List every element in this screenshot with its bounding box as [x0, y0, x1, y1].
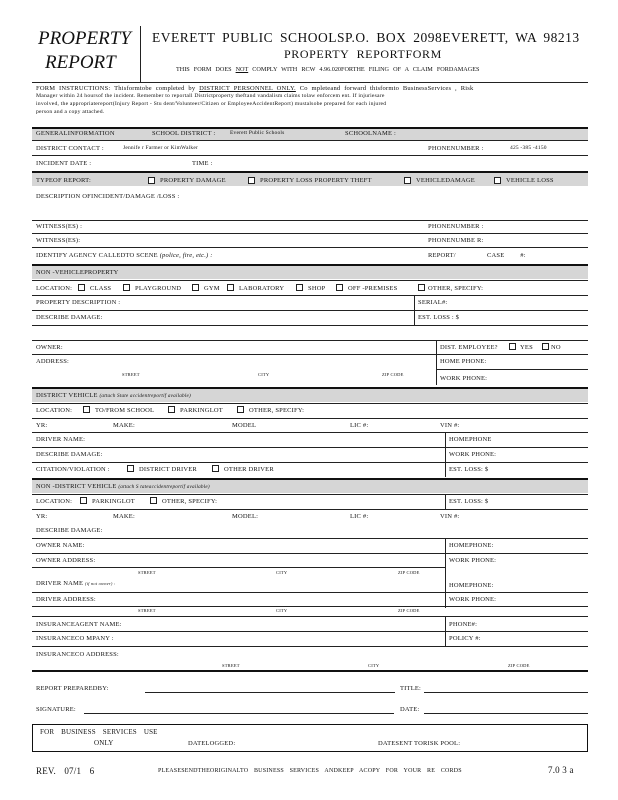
- instructions-line2: Manager within 24 hoursof the incident. Remember to reportall Districtproperty theftand vandalism claims tolaw enforcem ent. If injuriesare: [36, 93, 385, 99]
- other-driver-checkbox[interactable]: [212, 465, 219, 472]
- general-top-rule: [32, 127, 588, 129]
- nv-city-label: CITY: [258, 372, 270, 377]
- nv-street-label: STREET: [122, 372, 140, 377]
- vehicle-loss-checkbox[interactable]: [494, 177, 501, 184]
- owner-zip-label: ZIP CODE: [398, 570, 420, 575]
- divider: [445, 432, 446, 477]
- playground-checkbox[interactable]: [123, 284, 130, 291]
- ndv-other-option: OTHER, SPECIFY:: [162, 498, 218, 505]
- insurance-address-label: INSURANCECO ADDRESS:: [36, 651, 119, 658]
- witness1-label: WITNESS(ES) :: [36, 223, 83, 230]
- dv-top-rule: [32, 387, 588, 389]
- laboratory-option: LABORATORY: [239, 285, 285, 292]
- nv-location-label: LOCATION:: [36, 285, 73, 292]
- vehicle-loss-option: VEHICLE LOSS: [506, 177, 554, 184]
- to-from-school-option: TO/FROM SCHOOL: [95, 407, 155, 414]
- date-logged-label: DATELOGGED:: [188, 740, 236, 747]
- ndv-lic-label: LIC #:: [350, 513, 369, 520]
- rule: [32, 538, 588, 539]
- rule: [32, 432, 588, 433]
- logo-line1: PROPERTY: [38, 28, 131, 49]
- rule: [32, 247, 588, 248]
- nv-describe-damage-label: DESCRIBE DAMAGE:: [36, 314, 103, 321]
- driver-city-label: CITY: [276, 608, 288, 613]
- rule: [32, 553, 588, 554]
- ndv-parking-lot-option: PARKINGLOT: [92, 498, 135, 505]
- ndv-yr-label: YR:: [36, 513, 48, 520]
- dv-driver-name-label: DRIVER NAME:: [36, 436, 86, 443]
- other-driver-option: OTHER DRIVER: [224, 466, 274, 473]
- ndv-bottom-rule: [32, 670, 588, 672]
- vehicle-damage-checkbox[interactable]: [404, 177, 411, 184]
- district-vehicle-title: DISTRICT VEHICLE (attach State accidentreportif available): [36, 392, 191, 399]
- title-label: TITLE:: [400, 685, 422, 692]
- dv-lic-label: LIC #:: [350, 422, 369, 429]
- ndv-location-label: LOCATION:: [36, 498, 73, 505]
- driver-zip-label: ZIP CODE: [398, 608, 420, 613]
- phone-number-value: 425 -385 -4150: [510, 145, 547, 151]
- yes-checkbox[interactable]: [509, 343, 516, 350]
- rule: [32, 631, 588, 632]
- ndv-work-phone2-label: WORK PHONE:: [449, 596, 497, 603]
- ndv-other-checkbox[interactable]: [150, 497, 157, 504]
- dv-model-label: MODEL: [232, 422, 257, 429]
- gym-option: GYM: [204, 285, 220, 292]
- signature-label: SIGNATURE:: [36, 706, 76, 713]
- rule: [32, 280, 588, 281]
- ndv-model-label: MODEL:: [232, 513, 259, 520]
- phone2-label: PHONENUMBE R:: [428, 237, 484, 244]
- phone1-label: PHONENUMBER :: [428, 223, 484, 230]
- signature-field[interactable]: [84, 704, 394, 714]
- property-description-label: PROPERTY DESCRIPTION :: [36, 299, 121, 306]
- business-use-line1: FOR BUSINESS SERVICES USE: [40, 728, 158, 736]
- rule: [32, 567, 445, 568]
- off-premises-option: OFF -PREMISES: [348, 285, 398, 292]
- ins-street-label: STREET: [222, 663, 240, 668]
- rule: [32, 509, 588, 510]
- district-contact-value: Jennife r Farmer or KimWalker: [123, 145, 198, 151]
- insurance-company-label: INSURANCECO MPANY :: [36, 635, 114, 642]
- divider: [445, 494, 446, 509]
- class-option: CLASS: [90, 285, 112, 292]
- org-line: EVERETT PUBLIC SCHOOLSP.O. BOX 2098EVERETT, WA 98213: [152, 30, 580, 45]
- footer-instruction: PLEASESENDTHEORIGINALTO BUSINESS SERVICES ANDKEEP ACOPY FOR YOUR RE CORDS: [158, 768, 462, 774]
- nv-est-loss-label: EST. LOSS : $: [418, 314, 460, 321]
- non-vehicle-title: NON -VEHICLEPROPERTY: [36, 269, 119, 276]
- report-label: REPORT/: [428, 252, 456, 259]
- date-sent-label: DATESENT TORISK POOL:: [378, 740, 461, 747]
- rule: [32, 155, 588, 156]
- property-loss-option: PROPERTY LOSS PROPERTY THEFT: [260, 177, 372, 184]
- rule: [32, 418, 588, 419]
- rule: [32, 220, 588, 221]
- general-info-title: GENERALINFORMATION: [36, 130, 115, 137]
- rule: [32, 354, 588, 355]
- description-label: DESCRIPTION OFINCIDENT/DAMAGE /LOSS :: [36, 193, 180, 200]
- rule: [32, 646, 588, 647]
- school-district-value: Everett Public Schools: [230, 130, 285, 136]
- rule: [32, 616, 588, 617]
- date-field[interactable]: [424, 704, 588, 714]
- property-damage-checkbox[interactable]: [148, 177, 155, 184]
- dist-employee-label: DIST. EMPLOYEE?: [440, 344, 498, 351]
- off-premises-checkbox[interactable]: [336, 284, 343, 291]
- non-district-vehicle-title: NON -DISTRICT VEHICLE (attach S tateaccidentreportif available): [36, 483, 210, 490]
- ndv-work-phone-label: WORK PHONE:: [449, 557, 497, 564]
- divider: [436, 340, 437, 385]
- ndv-phone-label: PHONE#:: [449, 621, 478, 628]
- other-specify-option: OTHER, SPECIFY:: [428, 285, 484, 292]
- dv-homephone-label: HOMEPHONE: [449, 436, 492, 443]
- dv-parking-lot-option: PARKINGLOT: [180, 407, 223, 414]
- business-use-line2: ONLY: [94, 739, 114, 747]
- owner-city-label: CITY: [276, 570, 288, 575]
- rule: [32, 606, 588, 607]
- shop-option: SHOP: [308, 285, 326, 292]
- dv-other-option: OTHER, SPECIFY:: [249, 407, 305, 414]
- rule: [32, 340, 588, 341]
- vehicle-damage-option: VEHICLEDAMAGE: [416, 177, 475, 184]
- dv-parking-lot-checkbox[interactable]: [168, 406, 175, 413]
- owner-label: OWNER:: [36, 344, 63, 351]
- rule: [32, 494, 588, 495]
- owner-name-label: OWNER NAME:: [36, 542, 85, 549]
- header-divider: [32, 82, 588, 83]
- ndv-describe-damage-label: DESCRIBE DAMAGE:: [36, 527, 103, 534]
- laboratory-checkbox[interactable]: [227, 284, 234, 291]
- logo-line2: REPORT: [45, 52, 116, 73]
- case-label: CASE #:: [487, 252, 526, 259]
- incident-date-field[interactable]: [100, 158, 180, 168]
- ndv-est-loss-label: EST. LOSS: $: [449, 498, 489, 505]
- rule: [436, 369, 588, 370]
- form-title: PROPERTY REPORTFORM: [284, 47, 442, 61]
- owner-street-label: STREET: [138, 570, 156, 575]
- home-phone-label: HOME PHONE:: [440, 358, 487, 365]
- divider: [445, 538, 446, 608]
- prepared-by-label: REPORT PREPAREDBY:: [36, 685, 109, 692]
- type-top-rule: [32, 171, 588, 173]
- ins-zip-label: ZIP CODE: [508, 663, 530, 668]
- citation-label: CITATION/VIOLATION :: [36, 466, 110, 473]
- ndv-homephone-label: HOMEPHONE:: [449, 542, 494, 549]
- rule: [32, 140, 588, 141]
- playground-option: PLAYGROUND: [135, 285, 182, 292]
- incident-date-label: INCIDENT DATE :: [36, 160, 92, 167]
- compliance-notice: THIS FORM DOES NOT COMPLY WITH RCW 4.96.020FORTHE FILING OF A CLAIM FORDAMAGES: [176, 66, 480, 73]
- agency-label: IDENTIFY AGENCY CALLEDTO SCENE (police, fire, etc.) :: [36, 252, 213, 259]
- revision: REV. 07/1 6: [36, 766, 95, 776]
- other-specify-checkbox[interactable]: [418, 284, 425, 291]
- serial-label: SERIAL#:: [418, 299, 448, 306]
- rule: [32, 295, 588, 296]
- nv-work-phone-label: WORK PHONE:: [440, 375, 488, 382]
- form-number: 7.0 3 a: [548, 765, 574, 775]
- non-vehicle-top-rule: [32, 264, 588, 266]
- phone-number-label: PHONENUMBER :: [428, 145, 484, 152]
- driver-street-label: STREET: [138, 608, 156, 613]
- owner-address-label: OWNER ADDRESS:: [36, 557, 96, 564]
- instructions-line3: involved, the appropriatereport(Injury Report - Stu dent/Volunteer/Citizen or EmployeeAccidentReport) mustalsobe prepared for each injured: [36, 101, 387, 107]
- class-checkbox[interactable]: [78, 284, 85, 291]
- dv-work-phone-label: WORK PHONE:: [449, 451, 497, 458]
- ndv-parking-lot-checkbox[interactable]: [80, 497, 87, 504]
- dv-est-loss-label: EST. LOSS: $: [449, 466, 489, 473]
- district-driver-option: DISTRICT DRIVER: [139, 466, 197, 473]
- dv-yr-label: YR:: [36, 422, 48, 429]
- rule: [32, 447, 588, 448]
- rule: [32, 592, 588, 593]
- date-label: DATE:: [400, 706, 420, 713]
- district-contact-label: DISTRICT CONTACT :: [36, 145, 104, 152]
- dv-vin-label: VIN #:: [440, 422, 460, 429]
- shop-checkbox[interactable]: [296, 284, 303, 291]
- dv-make-label: MAKE:: [113, 422, 135, 429]
- policy-label: POLICY #:: [449, 635, 481, 642]
- no-option: NO: [551, 344, 561, 351]
- general-info-header-bg: [32, 128, 588, 140]
- to-from-school-checkbox[interactable]: [83, 406, 90, 413]
- property-loss-checkbox[interactable]: [248, 177, 255, 184]
- dv-other-checkbox[interactable]: [237, 406, 244, 413]
- dv-describe-damage-label: DESCRIBE DAMAGE:: [36, 451, 103, 458]
- title-field[interactable]: [424, 683, 588, 693]
- rule: [32, 310, 588, 311]
- ndv-make-label: MAKE:: [113, 513, 135, 520]
- ndv-vin-label: VIN #:: [440, 513, 460, 520]
- no-checkbox[interactable]: [542, 343, 549, 350]
- yes-option: YES: [520, 344, 533, 351]
- dv-location-label: LOCATION:: [36, 407, 73, 414]
- district-driver-checkbox[interactable]: [127, 465, 134, 472]
- driver-name-label: DRIVER NAME (if not owner) :: [36, 580, 116, 587]
- driver-address-label: DRIVER ADDRESS:: [36, 596, 96, 603]
- rule: [32, 462, 588, 463]
- witness2-label: WITNESS(ES):: [36, 237, 81, 244]
- property-damage-option: PROPERTY DAMAGE: [160, 177, 226, 184]
- description-field[interactable]: [36, 200, 584, 218]
- rule: [32, 233, 588, 234]
- instructions-line1: FORM INSTRUCTIONS: Thisformtobe completed by DISTRICT PERSONNEL ONLY. Co mpleteand forward thisformto BusinessServices , Risk: [36, 85, 474, 92]
- ins-city-label: CITY: [368, 663, 380, 668]
- nv-zip-label: ZIP CODE: [382, 372, 404, 377]
- ndv-top-rule: [32, 478, 588, 480]
- time-field[interactable]: [218, 158, 298, 168]
- ndv-homephone2-label: HOMEPHONE:: [449, 582, 494, 589]
- time-label: TIME :: [192, 160, 213, 167]
- gym-checkbox[interactable]: [192, 284, 199, 291]
- instructions-line4: person and a copy attached.: [36, 109, 105, 115]
- prepared-by-field[interactable]: [145, 683, 395, 693]
- address-label: ADDRESS:: [36, 358, 70, 365]
- rule: [32, 325, 588, 326]
- school-district-label: SCHOOL DISTRICT :: [152, 130, 216, 137]
- insurance-agent-label: INSURANCEAGENT NAME:: [36, 621, 122, 628]
- type-of-report-label: TYPEOF REPORT:: [36, 177, 91, 184]
- rule: [32, 403, 588, 404]
- school-name-label: SCHOOLNAME :: [345, 130, 396, 137]
